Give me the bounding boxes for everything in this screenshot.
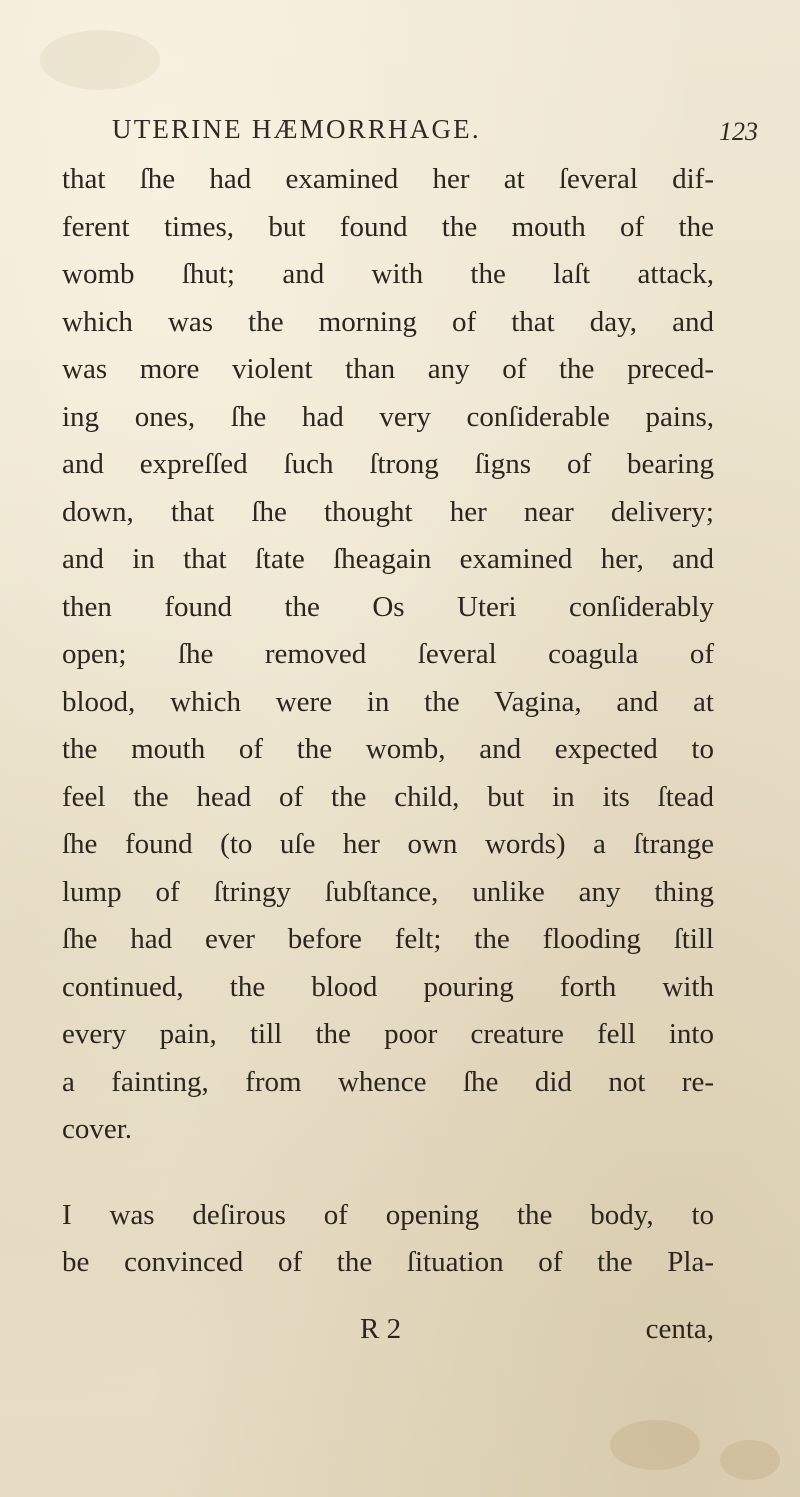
paragraph bbox=[62, 156, 714, 1154]
text-line: that ſhe had examined her at ſeveral dif- bbox=[62, 163, 714, 195]
text-line: open; ſhe removed ſeveral coagula of bbox=[62, 638, 714, 670]
text-line: a fainting, from whence ſhe did not re- bbox=[62, 1065, 714, 1098]
text-line: feel the head of the child, but in its ſtead bbox=[62, 780, 714, 813]
catchword: centa, bbox=[645, 1313, 714, 1345]
text-line: ſhe found (to uſe her own words) a ſtrange bbox=[62, 828, 714, 860]
text-line: ferent times, but found the mouth of the bbox=[62, 210, 714, 243]
text-line: cover. bbox=[62, 1113, 133, 1145]
text-line: and expreſſed ſuch ſtrong ſigns of bearing bbox=[62, 448, 714, 480]
paper-stain bbox=[610, 1420, 700, 1470]
running-head-title: UTERINE HÆMORRHAGE. bbox=[112, 114, 481, 144]
text-line: ſhe had ever before felt; the flooding ſtill bbox=[62, 923, 714, 955]
body-text bbox=[62, 156, 714, 1287]
paragraph-gap bbox=[62, 1154, 714, 1192]
text-line: womb ſhut; and with the laſt attack, bbox=[62, 258, 714, 290]
text-line: and in that ſtate ſheagain examined her, and bbox=[62, 543, 714, 575]
text-line: then found the Os Uteri conſiderably bbox=[62, 590, 714, 623]
text-line: the mouth of the womb, and expected to bbox=[62, 733, 714, 765]
text-line: was more violent than any of the preced- bbox=[62, 353, 714, 385]
text-line: ing ones, ſhe had very conſiderable pains, bbox=[62, 400, 714, 433]
text-line: I was deſirous of opening the body, to bbox=[62, 1198, 714, 1231]
text-line: down, that ſhe thought her near delivery; bbox=[62, 495, 714, 528]
text-line: every pain, till the poor creature fell into bbox=[62, 1018, 714, 1050]
page-number: 123 bbox=[719, 117, 758, 146]
paper-stain bbox=[720, 1440, 780, 1480]
text-line: lump of ſtringy ſubſtance, unlike any thing bbox=[62, 875, 714, 908]
text-line: which was the morning of that day, and bbox=[62, 305, 714, 338]
text-line: be convinced of the ſituation of the Pla- bbox=[62, 1246, 714, 1278]
page-footer bbox=[62, 1305, 714, 1353]
paper-stain bbox=[40, 30, 160, 90]
paragraph bbox=[62, 1192, 714, 1287]
text-line: blood, which were in the Vagina, and at bbox=[62, 685, 714, 718]
text-line: continued, the blood pouring forth with bbox=[62, 970, 714, 1003]
signature-mark: R 2 bbox=[360, 1313, 402, 1345]
